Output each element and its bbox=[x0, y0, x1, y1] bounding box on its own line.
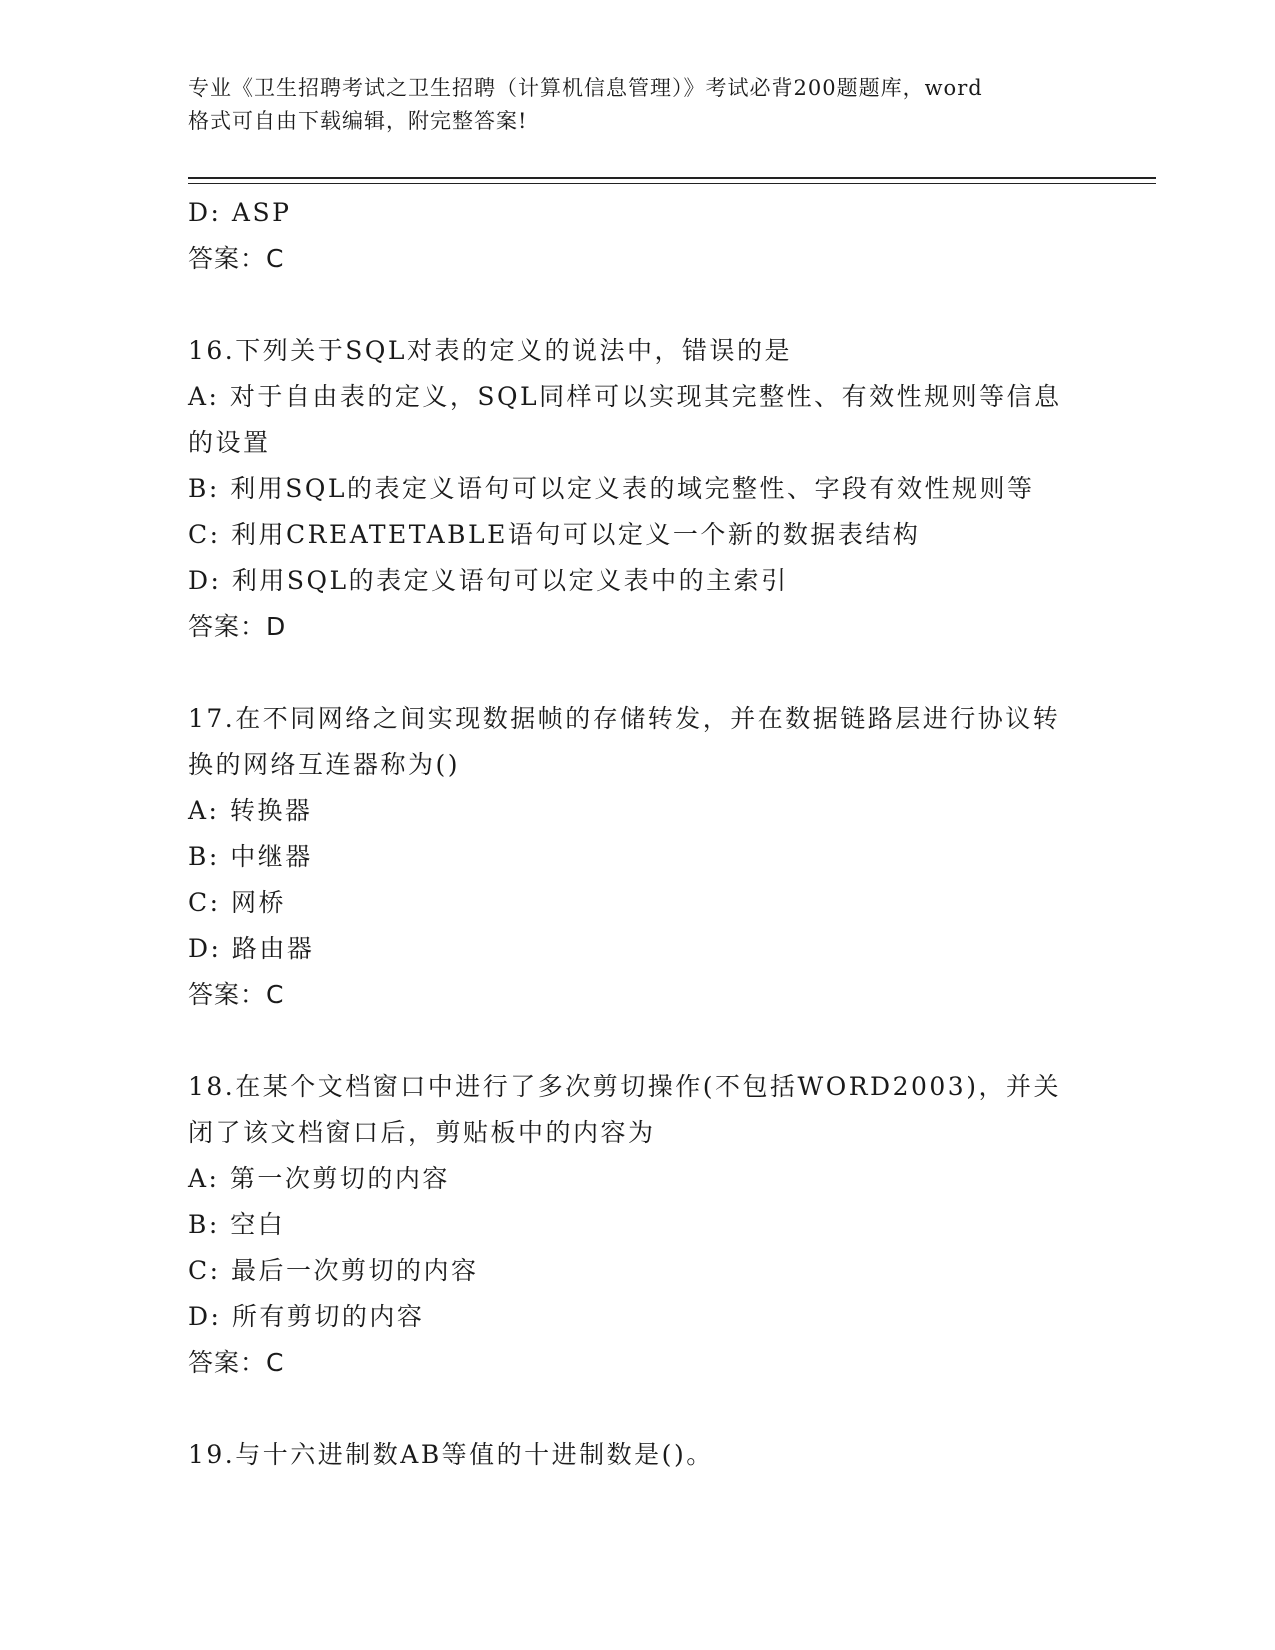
question-stem: 19.与十六进制数AB等值的十进制数是()。 bbox=[188, 1440, 714, 1469]
document-header bbox=[188, 72, 1088, 138]
option-c: C: 最后一次剪切的内容 bbox=[188, 1256, 479, 1285]
question-stem: 18.在某个文档窗口中进行了多次剪切操作(不包括WORD2003)，并关闭了该文档窗口后，剪贴板中的内容为 bbox=[188, 1072, 1061, 1147]
question-18 bbox=[188, 1064, 1088, 1386]
question-16 bbox=[188, 328, 1088, 650]
question-19 bbox=[188, 1432, 1088, 1478]
answer: 答案：D bbox=[188, 612, 287, 641]
answer: 答案：C bbox=[188, 1348, 285, 1377]
option-d: D: 利用SQL的表定义语句可以定义表中的主索引 bbox=[188, 566, 789, 595]
document-body bbox=[188, 190, 1088, 1478]
question-stem: 16.下列关于SQL对表的定义的说法中，错误的是 bbox=[188, 336, 792, 365]
option-d: D: 路由器 bbox=[188, 934, 315, 963]
option-b: B: 利用SQL的表定义语句可以定义表的域完整性、字段有效性规则等 bbox=[188, 474, 1035, 503]
header-rule-thin bbox=[188, 183, 1156, 184]
option-b: B: 空白 bbox=[188, 1210, 286, 1239]
header-rule-thick bbox=[188, 177, 1156, 179]
option-a: A: 第一次剪切的内容 bbox=[188, 1164, 450, 1193]
option-b: B: 中继器 bbox=[188, 842, 313, 871]
option-d: D: ASP bbox=[188, 198, 292, 227]
header-line-2: 格式可自由下载编辑，附完整答案! bbox=[188, 109, 528, 133]
option-a: A: 转换器 bbox=[188, 796, 313, 825]
option-a: A: 对于自由表的定义，SQL同样可以实现其完整性、有效性规则等信息的设置 bbox=[188, 382, 1062, 457]
option-c: C: 网桥 bbox=[188, 888, 286, 917]
question-15-tail bbox=[188, 190, 1088, 282]
question-17 bbox=[188, 696, 1088, 1018]
option-c: C: 利用CREATETABLE语句可以定义一个新的数据表结构 bbox=[188, 520, 921, 549]
question-stem: 17.在不同网络之间实现数据帧的存储转发，并在数据链路层进行协议转换的网络互连器称为() bbox=[188, 704, 1061, 779]
option-d: D: 所有剪切的内容 bbox=[188, 1302, 425, 1331]
header-line-1: 专业《卫生招聘考试之卫生招聘（计算机信息管理）》考试必背200题题库，word bbox=[188, 76, 983, 100]
answer: 答案：C bbox=[188, 980, 285, 1009]
answer: 答案：C bbox=[188, 244, 285, 273]
